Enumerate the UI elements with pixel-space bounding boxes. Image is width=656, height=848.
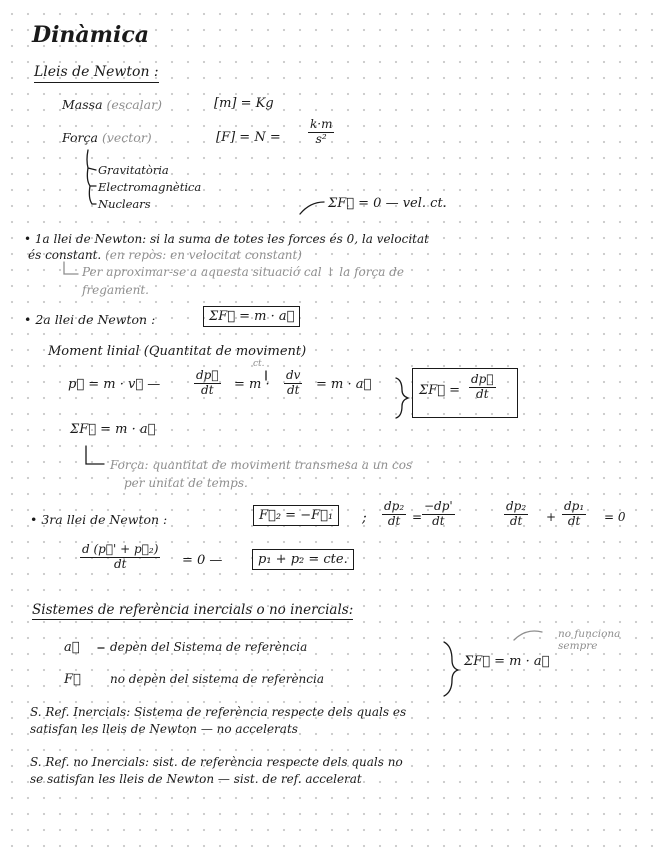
law3-box-conservation: p₁ + p₂ = cte. <box>252 549 354 570</box>
p-equation: p⃗ = m · v⃗ — <box>68 377 161 392</box>
forca-unit-num: k·m <box>310 117 333 131</box>
frames-row2-symbol: F⃗ <box>64 672 81 687</box>
law3-label: • 3ra llei de Newton : <box>30 512 168 527</box>
sum-p-num: d (p⃗' + p⃗₂) <box>82 542 159 556</box>
frames-row1-text: depèn del Sistema de referència <box>110 640 308 654</box>
dv-dt-fraction <box>284 369 302 398</box>
neg-dp1-fraction <box>422 500 455 529</box>
dp2-dt-fraction <box>382 500 406 529</box>
box2-den: dt <box>476 386 489 401</box>
law1-paren: (en repòs: en velocitat constant) <box>105 248 302 262</box>
moment-linial: Moment linial (Quantitat de moviment) <box>48 344 307 359</box>
force-types-hook <box>87 150 96 204</box>
dp1-dt-fraction <box>562 500 586 529</box>
neg-dp1-num: −dp' <box>424 499 453 513</box>
no-inercials-line1: S. Ref. no Inercials: sist. de referència respecte dels quals no <box>30 755 403 769</box>
plus-sign: + <box>546 510 557 524</box>
force-type-1: Gravitatòria <box>98 163 169 177</box>
force-type-3: Nuclears <box>98 197 151 211</box>
frames-brace <box>444 642 458 696</box>
dp-dt-fraction <box>194 369 221 398</box>
sum-p-eq: = 0 — <box>182 553 223 568</box>
newton-heading: Lleis de Newton : <box>34 64 159 83</box>
law1-note-hook <box>64 262 78 274</box>
massa-unit: [m] = Kg <box>214 96 274 111</box>
frames-row1-symbol: a⃗ <box>64 640 80 655</box>
law1-note1: Per aproximar-se a aquesta situació cal ↓ la força de <box>82 265 404 279</box>
law1-line2 <box>28 248 302 262</box>
dp2b-den: dt <box>509 513 523 528</box>
massa-row <box>62 97 162 112</box>
page-title: Dinàmica <box>32 22 149 48</box>
no-inercials-line2: se satisfan les lleis de Newton — sist. de ref. accelerat <box>30 772 362 786</box>
box2-fraction <box>469 373 496 402</box>
frames-row2-text: no depèn del sistema de referència <box>110 672 324 686</box>
law2-box: ΣF⃗ = m · a⃗ <box>203 306 300 327</box>
forca-note2: per unitat de temps. <box>124 476 248 490</box>
forca-unit-den: s² <box>315 131 327 146</box>
forca-label: Força <box>62 130 98 145</box>
box2-left: ΣF⃗ = <box>419 383 461 398</box>
sum-zero-velocity: ΣF⃗ = 0 — vel. ct. <box>328 196 447 211</box>
forca-type: (vector) <box>101 130 152 145</box>
law1-constant: és constant. <box>28 248 102 262</box>
dv-num: dv <box>286 368 301 382</box>
forca-unit-fraction <box>308 118 334 147</box>
inercials-line1: S. Ref. Inercials: Sistema de referència respecte dels quals es <box>30 705 407 719</box>
dp2b-num: dp₂ <box>506 499 527 513</box>
massa-label: Massa <box>62 97 103 112</box>
sum-p-fraction <box>80 543 160 572</box>
sum-p-den: dt <box>113 556 127 571</box>
neg-dp1-den: dt <box>432 513 445 528</box>
eq-m: = m · <box>234 377 270 392</box>
dp-num: dp⃗ <box>196 368 219 382</box>
inercials-line2: satisfan les lleis de Newton — no accelerats <box>30 722 298 736</box>
law1-line1: • 1a llei de Newton: si la suma de totes les forces és 0, la velocitat <box>24 232 429 246</box>
sum-ma: ΣF⃗ = m · a⃗ <box>70 422 156 437</box>
frames-note: no funciona sempre <box>558 628 621 653</box>
ct-note: ct. <box>253 359 265 369</box>
law3-box: F⃗₂ = −F⃗₁ <box>253 505 339 526</box>
law3-semicolon: ; <box>362 510 367 526</box>
dp1-den: dt <box>567 513 581 528</box>
box2-num: dp⃗ <box>471 372 494 386</box>
frames-heading: Sistemes de referència inercials o no inercials: <box>32 602 353 620</box>
dp2-dt-fraction-b <box>504 500 528 529</box>
dp-den: dt <box>201 382 214 397</box>
eq-ma: = m · a⃗ <box>316 377 372 392</box>
forca-note-hook <box>86 446 104 464</box>
forca-unit: [F] = N = <box>216 130 281 145</box>
law1-note2: fregament. <box>82 283 149 297</box>
law2-box-derivative <box>412 368 518 418</box>
law2-brace <box>396 378 408 418</box>
dp2-den: dt <box>387 513 401 528</box>
dp2-num: dp₂ <box>384 499 405 513</box>
law2-label: • 2a llei de Newton : <box>24 312 156 327</box>
forca-note1: Força: quantitat de moviment transmesa a un cos <box>110 458 413 472</box>
frames-sum: ΣF⃗ = m · a⃗ <box>464 654 550 669</box>
frames-note-hook <box>514 631 542 640</box>
sum-zero-hook <box>300 202 324 214</box>
dp1-num: dp₁ <box>564 499 585 513</box>
force-type-2: Electromagnètica <box>98 180 202 194</box>
dv-den: dt <box>286 382 300 397</box>
eq-zero: = 0 <box>604 510 626 524</box>
massa-type: (escalar) <box>106 97 162 112</box>
forca-row <box>62 130 152 145</box>
eq-sign: = <box>412 510 423 524</box>
